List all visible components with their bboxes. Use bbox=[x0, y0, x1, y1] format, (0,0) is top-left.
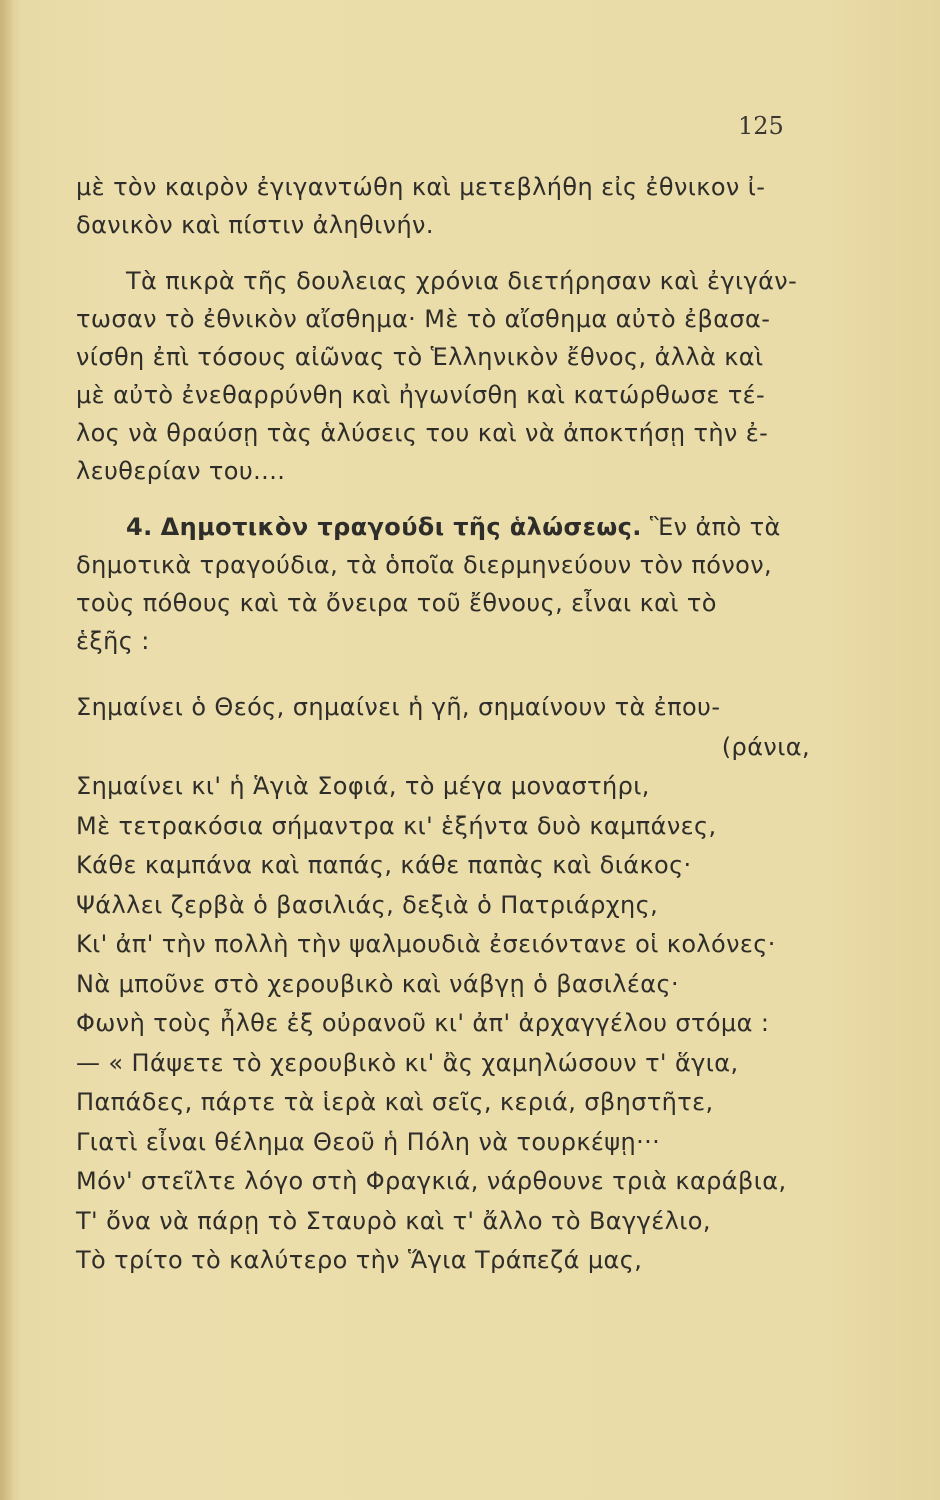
text-line: μὲ αὐτὸ ἐνεθαρρύνθη καὶ ἠγωνίσθη καὶ κατώρθωσε τέ- bbox=[76, 381, 766, 409]
paragraph-1 bbox=[76, 168, 816, 244]
text-line: μὲ τὸν καιρὸν ἐγιγαντώθη καὶ μετεβλήθη εἰς ἐθνικον ἰ- bbox=[76, 173, 766, 201]
text-line: λος νὰ θραύσῃ τὰς ἁλύσεις του καὶ νὰ ἀποκτήσῃ τὴν ἐ- bbox=[76, 419, 769, 447]
page-spine-shadow bbox=[0, 0, 14, 1500]
poem-line: Νὰ μποῦνε στὸ χερουβικὸ καὶ νάβγῃ ὁ βασιλέας· bbox=[76, 969, 679, 998]
section-heading-line bbox=[76, 508, 816, 546]
poem-line: Μόν' στεῖλτε λόγο στὴ Φραγκιά, νάρθουνε τριὰ καράβια, bbox=[76, 1167, 787, 1195]
text-line: ἑξῆς : bbox=[76, 627, 150, 655]
poem-line: — « Πάψετε τὸ χερουβικὸ κι' ἂς χαμηλώσουν τ' ἅγια, bbox=[76, 1048, 739, 1077]
text-line: δανικὸν καὶ πίστιν ἀληθινήν. bbox=[76, 211, 434, 239]
text-line: τωσαν τὸ ἐθνικὸν αἴσθημα· Μὲ τὸ αἴσθημα αὐτὸ ἐβασα- bbox=[76, 305, 771, 333]
section-number: 4. bbox=[126, 513, 153, 541]
poem-line: Σημαίνει ὁ Θεός, σημαίνει ἡ γῆ, σημαίνουν τὰ ἐπου- bbox=[76, 693, 721, 721]
folk-song-poem bbox=[76, 688, 816, 1281]
poem-line: Ψάλλει ζερβὰ ὁ βασιλιάς, δεξιὰ ὁ Πατριάρχης, bbox=[76, 890, 659, 919]
poem-line: Σημαίνει κι' ἡ Ἁγιὰ Σοφιά, τὸ μέγα μοναστήρι, bbox=[76, 772, 650, 800]
page-number: 125 bbox=[738, 112, 784, 140]
poem-line-continuation: (ράνια, bbox=[721, 732, 810, 761]
text-line: Τὰ πικρὰ τῆς δουλειας χρόνια διετήρησαν καὶ ἐγιγάν- bbox=[126, 267, 798, 295]
section-title: Δημοτικὸν τραγούδι τῆς ἁλώσεως. bbox=[160, 513, 642, 541]
poem-line: Γιατὶ εἶναι θέλημα Θεοῦ ἡ Πόλη νὰ τουρκέψῃ··· bbox=[76, 1127, 661, 1156]
paragraph-2 bbox=[76, 262, 816, 490]
poem-line: Παπάδες, πάρτε τὰ ἱερὰ καὶ σεῖς, κεριά, σβηστῆτε, bbox=[76, 1088, 714, 1116]
text-line: δημοτικὰ τραγούδια, τὰ ὁποῖα διερμηνεύουν τὸν πόνον, bbox=[76, 551, 773, 579]
poem-line: Κι' ἀπ' τὴν πολλὴ τὴν ψαλμουδιὰ ἐσειόντανε οἱ κολόνες· bbox=[76, 930, 776, 958]
section-text-start: Ἓν ἀπὸ τὰ bbox=[649, 513, 781, 541]
text-line: τοὺς πόθους καὶ τὰ ὄνειρα τοῦ ἔθνους, εἶναι καὶ τὸ bbox=[76, 589, 717, 617]
section-4-intro bbox=[76, 508, 816, 660]
text-line: λευθερίαν του.... bbox=[76, 457, 286, 485]
poem-line: Μὲ τετρακόσια σήμαντρα κι' ἑξήντα δυὸ καμπάνες, bbox=[76, 811, 717, 840]
poem-line: Κάθε καμπάνα καὶ παπάς, κάθε παπὰς καὶ διάκος· bbox=[76, 851, 692, 879]
poem-line: Τ' ὄνα νὰ πάρῃ τὸ Σταυρὸ καὶ τ' ἄλλο τὸ Βαγγέλιο, bbox=[76, 1206, 711, 1235]
poem-line: Φωνὴ τοὺς ἦλθε ἐξ οὐρανοῦ κι' ἀπ' ἀρχαγγέλου στόμα : bbox=[76, 1009, 770, 1037]
text-line: νίσθη ἐπὶ τόσους αἰῶνας τὸ Ἑλληνικὸν ἔθνος, ἀλλὰ καὶ bbox=[76, 343, 764, 371]
poem-line: Τὸ τρίτο τὸ καλύτερο τὴν Ἅγια Τράπεζά μας, bbox=[76, 1246, 643, 1274]
